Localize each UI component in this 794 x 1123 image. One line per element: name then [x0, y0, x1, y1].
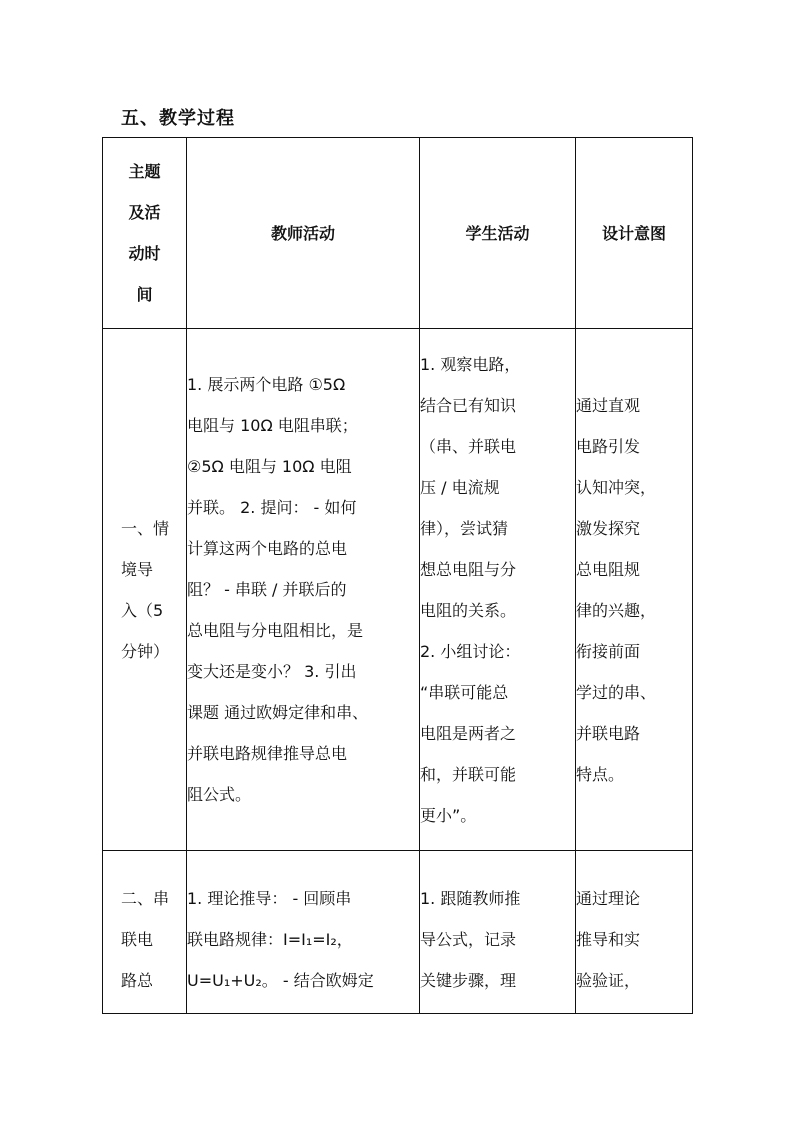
cell-line: 和，并联可能 [420, 764, 517, 784]
cell-line: 并联电路规律推导总电 [187, 744, 348, 763]
row-teacher-cell [187, 329, 420, 851]
cell-line: 并联。 2. 提问： - 如何 [187, 498, 357, 517]
cell-line: 总电阻与分电阻相比，是 [187, 621, 364, 640]
cell-line: 课题 通过欧姆定律和串、 [187, 703, 369, 722]
header-topic-time [103, 138, 187, 329]
cell-line: 阻？ - 串联 / 并联后的 [187, 580, 347, 599]
cell-line: 验验证， [576, 970, 641, 990]
cell-line: 学过的串、 [576, 682, 657, 702]
cell-line: 联电路规律：I=I₁=I₂， [187, 929, 353, 949]
cell-line: 电阻的关系。 [420, 600, 517, 620]
cell-line: “串联可能总 [420, 682, 509, 702]
cell-line: 电阻是两者之 [420, 723, 517, 743]
cell-line: 认知冲突， [576, 477, 657, 497]
header-student-activity: 学生活动 [420, 138, 576, 329]
row-topic-cell [103, 851, 187, 1014]
header-topic-line: 动时 [128, 244, 161, 263]
cell-line: 入（5 [121, 600, 164, 620]
table-row [103, 329, 693, 851]
cell-line: 激发探究 [576, 518, 641, 538]
cell-line: 电阻与 10Ω 电阻串联； [187, 416, 358, 435]
table-row [103, 851, 693, 1014]
cell-line: 总电阻规 [576, 559, 641, 579]
cell-line: 阻公式。 [187, 785, 252, 804]
cell-line: 通过直观 [576, 395, 641, 415]
cell-line: 导公式，记录 [420, 929, 517, 949]
cell-line: 电路引发 [576, 436, 641, 456]
cell-line: 变大还是变小？ 3. 引出 [187, 662, 357, 681]
row-intent-cell [576, 329, 693, 851]
cell-line: 并联电路 [576, 723, 641, 743]
cell-line: 路总 [121, 970, 154, 990]
cell-line: 通过理论 [576, 888, 641, 908]
cell-line: ②5Ω 电阻与 10Ω 电阻 [187, 457, 352, 476]
teaching-process-table [102, 137, 693, 1014]
cell-line: 1. 理论推导： - 回顾串 [187, 888, 352, 908]
cell-line: 特点。 [576, 764, 625, 784]
header-topic-line: 主题 [128, 162, 161, 181]
cell-line: 一、情 [121, 518, 170, 538]
cell-line: 1. 跟随教师推 [420, 888, 521, 908]
row-student-cell [420, 329, 576, 851]
cell-line: 联电 [121, 929, 154, 949]
header-design-intent: 设计意图 [576, 138, 693, 329]
cell-line: U=U₁+U₂。 - 结合欧姆定 [187, 970, 374, 990]
cell-line: 境导 [121, 559, 154, 579]
cell-line: 关键步骤，理 [420, 970, 517, 990]
cell-line: 1. 观察电路， [420, 354, 521, 374]
cell-line: 计算这两个电路的总电 [187, 539, 348, 558]
header-teacher-activity: 教师活动 [187, 138, 420, 329]
cell-line: 律），尝试猜 [420, 518, 509, 538]
cell-line: 压 / 电流规 [420, 477, 500, 497]
cell-line: 更小”。 [420, 805, 477, 825]
cell-line: 分钟） [121, 641, 170, 661]
header-topic-line: 及活 [128, 203, 161, 222]
cell-line: 想总电阻与分 [420, 559, 517, 579]
table-header-row [103, 138, 693, 329]
cell-line: （串、并联电 [420, 436, 517, 456]
cell-line: 1. 展示两个电路 ①5Ω [187, 375, 346, 394]
cell-line: 推导和实 [576, 929, 641, 949]
row-student-cell [420, 851, 576, 1014]
section-title: 五、教学过程 [121, 108, 235, 129]
header-topic-line: 间 [136, 285, 153, 304]
cell-line: 二、串 [121, 888, 170, 908]
row-intent-cell [576, 851, 693, 1014]
row-topic-cell [103, 329, 187, 851]
cell-line: 结合已有知识 [420, 395, 517, 415]
cell-line: 律的兴趣， [576, 600, 657, 620]
row-teacher-cell [187, 851, 420, 1014]
cell-line: 2. 小组讨论： [420, 641, 521, 661]
cell-line: 衔接前面 [576, 641, 641, 661]
